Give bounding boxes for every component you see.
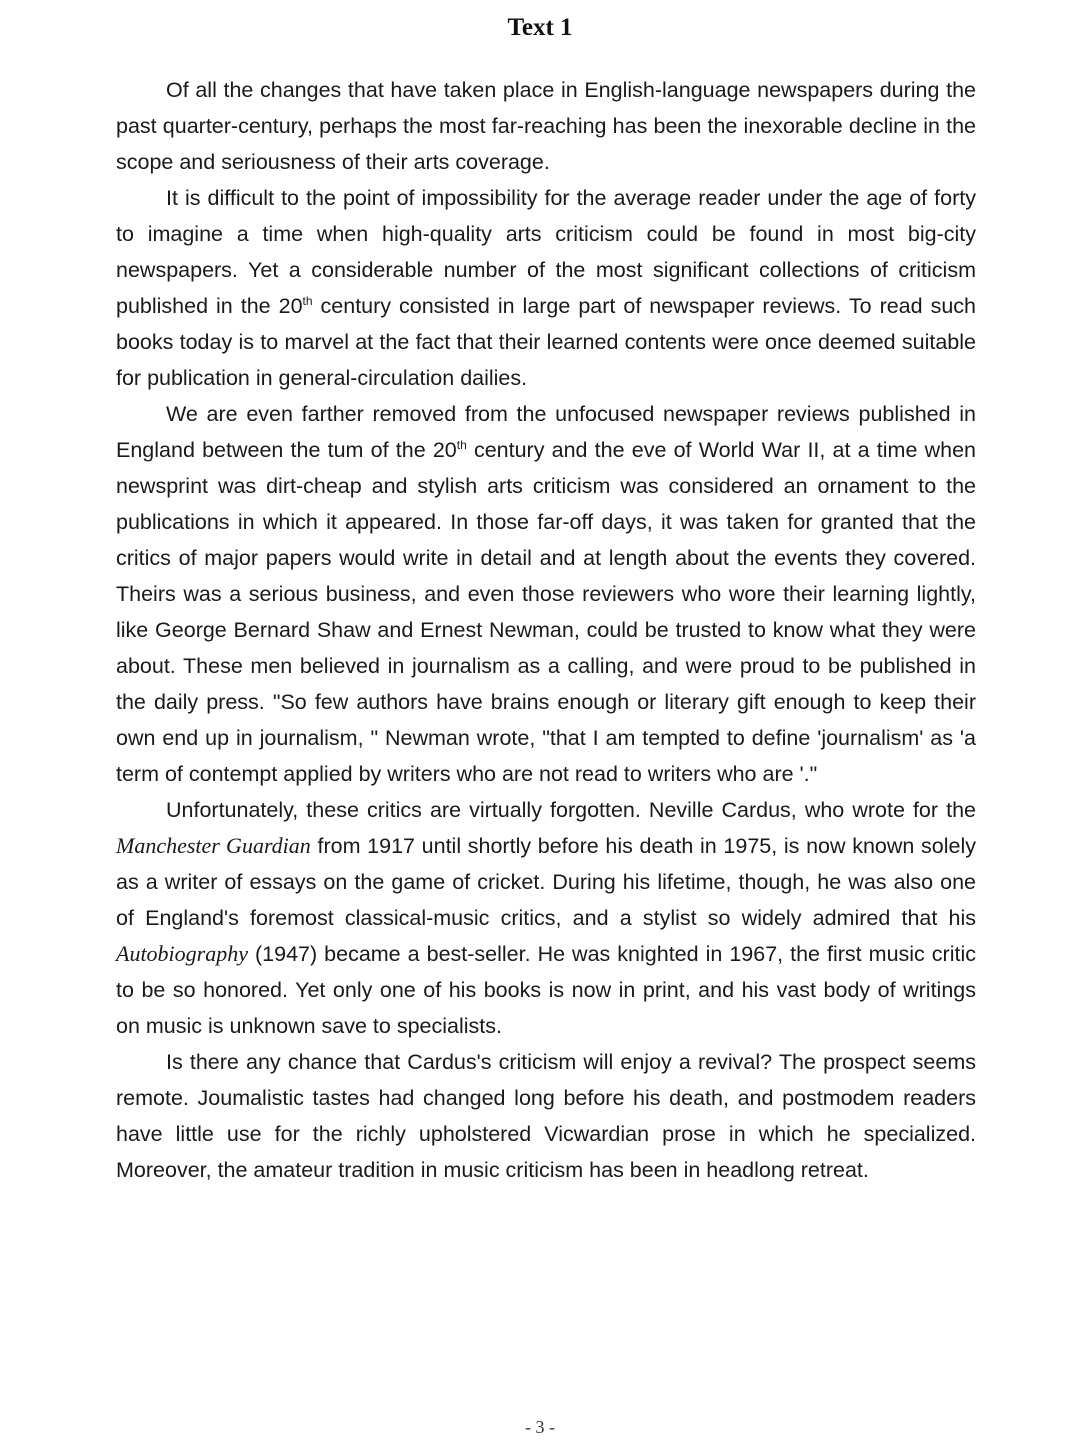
paragraph-5-text: Is there any chance that Cardus's criticism will enjoy a revival? The prospect seems remote. Joumalistic tastes had changed long before his death, and postmodem readers have little use for the richly upholstered Vicwardian prose in which he specialized. Moreover, the amateur tradition in music criticism has been in headlong retreat.: [116, 1050, 976, 1182]
ordinal-superscript: th: [302, 293, 313, 308]
paragraph-2-text-a: It is difficult to the point of impossibility for the average reader under the age of forty to imagine a time when high-quality arts criticism could be found in most big-city newspapers. Yet a considerable number of the most significant collections of criticism published in the 20: [116, 186, 976, 318]
paragraph-4-text-a: Unfortunately, these critics are virtually forgotten. Neville Cardus, who wrote for the: [166, 798, 976, 822]
article-body: [116, 72, 976, 1188]
paragraph-2-text-b: century consisted in large part of newspaper reviews. To read such books today is to marvel at the fact that their learned contents were once deemed suitable for publication in general-circulation dailies.: [116, 294, 976, 390]
page-title: Text 1: [507, 14, 573, 41]
newspaper-title-italic: Manchester Guardian: [116, 833, 311, 858]
paragraph-4-text-b: from 1917 until shortly before his death in 1975, is now known solely as a writer of essays on the game of cricket. During his lifetime, though, he was also one of England's foremost classical-music critics, and a stylist so widely admired that his: [116, 834, 976, 930]
paragraph-3-text-a: We are even farther removed from the unfocused newspaper reviews published in England between the tum of the 20: [116, 402, 976, 462]
book-title-italic: Autobiography: [116, 941, 248, 966]
paragraph-3: [116, 396, 976, 792]
paragraph-3-text-b: century and the eve of World War II, at a time when newsprint was dirt-cheap and stylish arts criticism was considered an ornament to the publications in which it appeared. In those far-off days, it was taken for granted that the critics of major papers would write in detail and at length about the events they covered. Theirs was a serious business, and even those reviewers who wore their learning lightly, like George Bernard Shaw and Ernest Newman, could be trusted to know what they were about. These men believed in journalism as a calling, and were proud to be published in the daily press. "So few authors have brains enough or literary gift enough to keep their own end up in journalism, " Newman wrote, "that I am tempted to define 'journalism' as 'a term of contempt applied by writers who are not read to writers who are '.": [116, 438, 976, 786]
paragraph-1-text: Of all the changes that have taken place in English-language newspapers during the past quarter-century, perhaps the most far-reaching has been the inexorable decline in the scope and seriousness of their arts coverage.: [116, 78, 976, 174]
ordinal-superscript: th: [456, 437, 467, 452]
paragraph-5: [116, 1044, 976, 1188]
paragraph-4: [116, 792, 976, 1044]
paragraph-2: [116, 180, 976, 396]
page-number: - 3 -: [525, 1417, 555, 1437]
paragraph-1: [116, 72, 976, 180]
paragraph-4-text-c: (1947) became a best-seller. He was knighted in 1967, the first music critic to be so honored. Yet only one of his books is now in print, and his vast body of writings on music is unknown save to specialists.: [116, 942, 976, 1038]
